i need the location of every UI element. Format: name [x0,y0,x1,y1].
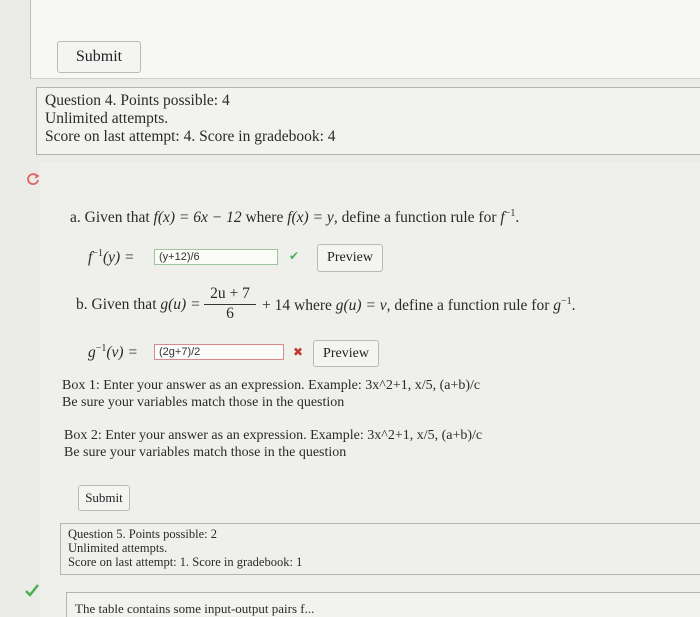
box2-help-line2: Be sure your variables match those in the question [64,445,347,460]
part-b-rest: , define a function rule for [386,297,554,315]
part-b-inverse: g [553,297,561,315]
part-a-inverse: f [500,209,505,227]
question-6-preview [66,592,700,617]
part-a-where: where [241,209,288,227]
checkmark-icon: ✔ [289,249,300,263]
question-score: Score on last attempt: 4. Score in gradebook: 4 [45,128,336,145]
part-b-plus: + 14 [262,297,291,315]
part-b-preview-button[interactable]: Preview [313,340,379,367]
part-a-label: a. Given that [70,209,154,227]
question-6-text: The table contains some input-output pairs f... [75,601,315,616]
question-5-title: Question 5. Points possible: 2 [68,527,217,541]
question-5-header [60,523,700,575]
part-b-lhs-arg: (v) = [106,344,138,362]
part-b-numerator: 2u + 7 [210,285,250,302]
part-a-lhs-arg: (y) = [102,249,135,267]
part-b-denominator: 6 [204,304,256,323]
cross-icon: ✖ [293,345,304,359]
part-a-answer-lhs [88,248,135,267]
question-5-score: Score on last attempt: 1. Score in gradebook: 1 [68,555,303,569]
part-b-prompt-end [262,296,576,315]
part-a-condition: f(x) = y [287,209,334,227]
part-b-lhs: g(u) = [160,296,201,313]
part-a-period: . [515,209,520,227]
question-title: Question 4. Points possible: 4 [45,92,230,109]
part-b-answer-input[interactable]: (2g+7)/2 [154,344,284,360]
submit-button-top[interactable]: Submit [57,41,141,73]
part-a-lhs-sup: −1 [92,248,103,259]
part-a-rest: , define a function rule for [333,209,501,227]
part-b-label: b. Given that [76,296,161,313]
part-a-preview-button[interactable]: Preview [317,244,383,272]
part-a-lhs-f: f [88,249,93,267]
box1-help-line1: Box 1: Enter your answer as an expression. Example: 3x^2+1, x/5, (a+b)/c [62,378,481,393]
part-a-answer-input[interactable]: (y+12)/6 [154,249,278,265]
part-b-inverse-sup: −1 [560,296,572,307]
question-5-attempts: Unlimited attempts. [68,541,168,555]
part-a-function: f(x) = 6x − 12 [153,209,242,227]
part-b-condition: g(u) = v [335,297,387,315]
part-b-lhs-g: g [88,344,96,362]
question-4-header [36,87,700,155]
submit-button[interactable]: Submit [78,485,130,511]
part-b-prompt-start [76,296,201,314]
box2-help-line1: Box 2: Enter your answer as an expression. Example: 3x^2+1, x/5, (a+b)/c [64,428,483,443]
box1-help-line2: Be sure your variables match those in the question [62,395,345,410]
part-b-answer-lhs [88,343,138,362]
part-b-period: . [571,297,576,315]
previous-question-card [30,0,700,79]
box2-help [64,427,482,461]
part-b-where: where [290,297,336,315]
check-icon [24,582,40,598]
part-a-prompt [70,208,519,227]
part-a-inverse-sup: −1 [504,208,516,219]
regenerate-question-icon[interactable] [26,172,40,186]
part-b-fraction [200,285,260,323]
part-b-lhs-sup: −1 [95,343,107,354]
box1-help [62,377,480,411]
question-attempts: Unlimited attempts. [45,110,169,127]
